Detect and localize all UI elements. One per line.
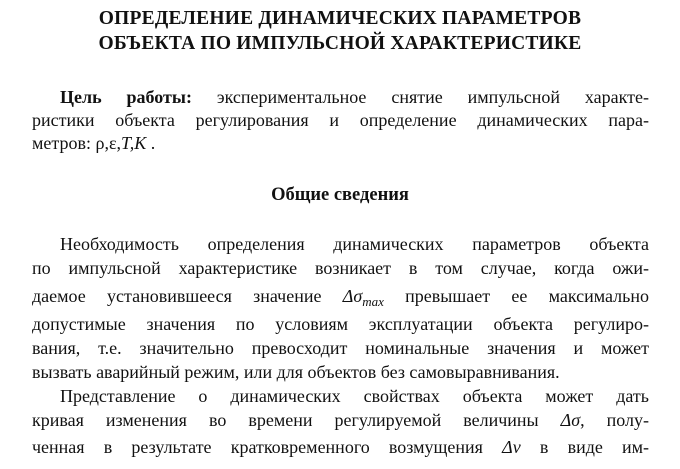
paragraph-2-line-3-before: ченная в результате кратковременного возмущения [32, 437, 483, 457]
paragraph-2-line-1: Представление о динамических свойствах объекта может дать [60, 386, 649, 406]
goal-line-2: ристики объекта регулирования и определение динамических пара- [32, 110, 649, 130]
goal-label: Цель работы: [60, 87, 192, 107]
goal-line-3-suffix: . [150, 133, 156, 153]
paragraph-2-line-2-after: , полу- [580, 410, 650, 430]
goal-symbols: ρ,ε, [95, 133, 122, 153]
goal-text-1: экспериментальное снятие импульсной характе- [216, 87, 649, 107]
paragraph-1-line-6: вызвать аварийный режим, или для объектов без самовыравнивания. [32, 362, 560, 382]
delta-sigma: Δσ [560, 410, 581, 430]
paragraph-1-line-4: допустимые значения по условиям эксплуатации объекта регулиро- [32, 314, 649, 334]
goal-line-3 [32, 131, 649, 155]
delta-sigma-symbol: Δσ [342, 286, 363, 306]
paragraph-1-line-5: вания, т.е. значительно превосходит номинальные значения и может [32, 338, 649, 358]
goal-symbols-italic: T,K [121, 133, 147, 153]
delta-nu: Δν [502, 437, 521, 457]
page-title-line-1: ОПРЕДЕЛЕНИЕ ДИНАМИЧЕСКИХ ПАРАМЕТРОВ [98, 8, 582, 29]
paragraph-1-line-2: по импульсной характеристике возникает в том случае, когда ожи- [32, 258, 649, 278]
paragraph-1-line-3 [32, 284, 649, 314]
paragraph-2-line-3-after: в виде им- [539, 437, 650, 457]
paragraph-1-line-3-after: превышает ее максимально [405, 286, 650, 306]
delta-sigma-max [342, 286, 384, 309]
section-heading: Общие сведения [271, 185, 409, 205]
max-subscript: max [362, 294, 384, 309]
paragraph-2-line-2 [32, 408, 649, 432]
goal-line-3-prefix: метров: [32, 133, 91, 153]
paragraph-2-line-3 [32, 435, 649, 459]
paragraph-1-line-3-before: даемое установившееся значение [32, 286, 322, 306]
paragraph-1-line-1: Необходимость определения динамических параметров объекта [60, 234, 649, 254]
paragraph-2-line-2-before: кривая изменения во времени регулируемой величины [32, 410, 539, 430]
page-title-line-2: ОБЪЕКТА ПО ИМПУЛЬСНОЙ ХАРАКТЕРИСТИКЕ [98, 33, 582, 54]
goal-line-1 [60, 85, 649, 109]
